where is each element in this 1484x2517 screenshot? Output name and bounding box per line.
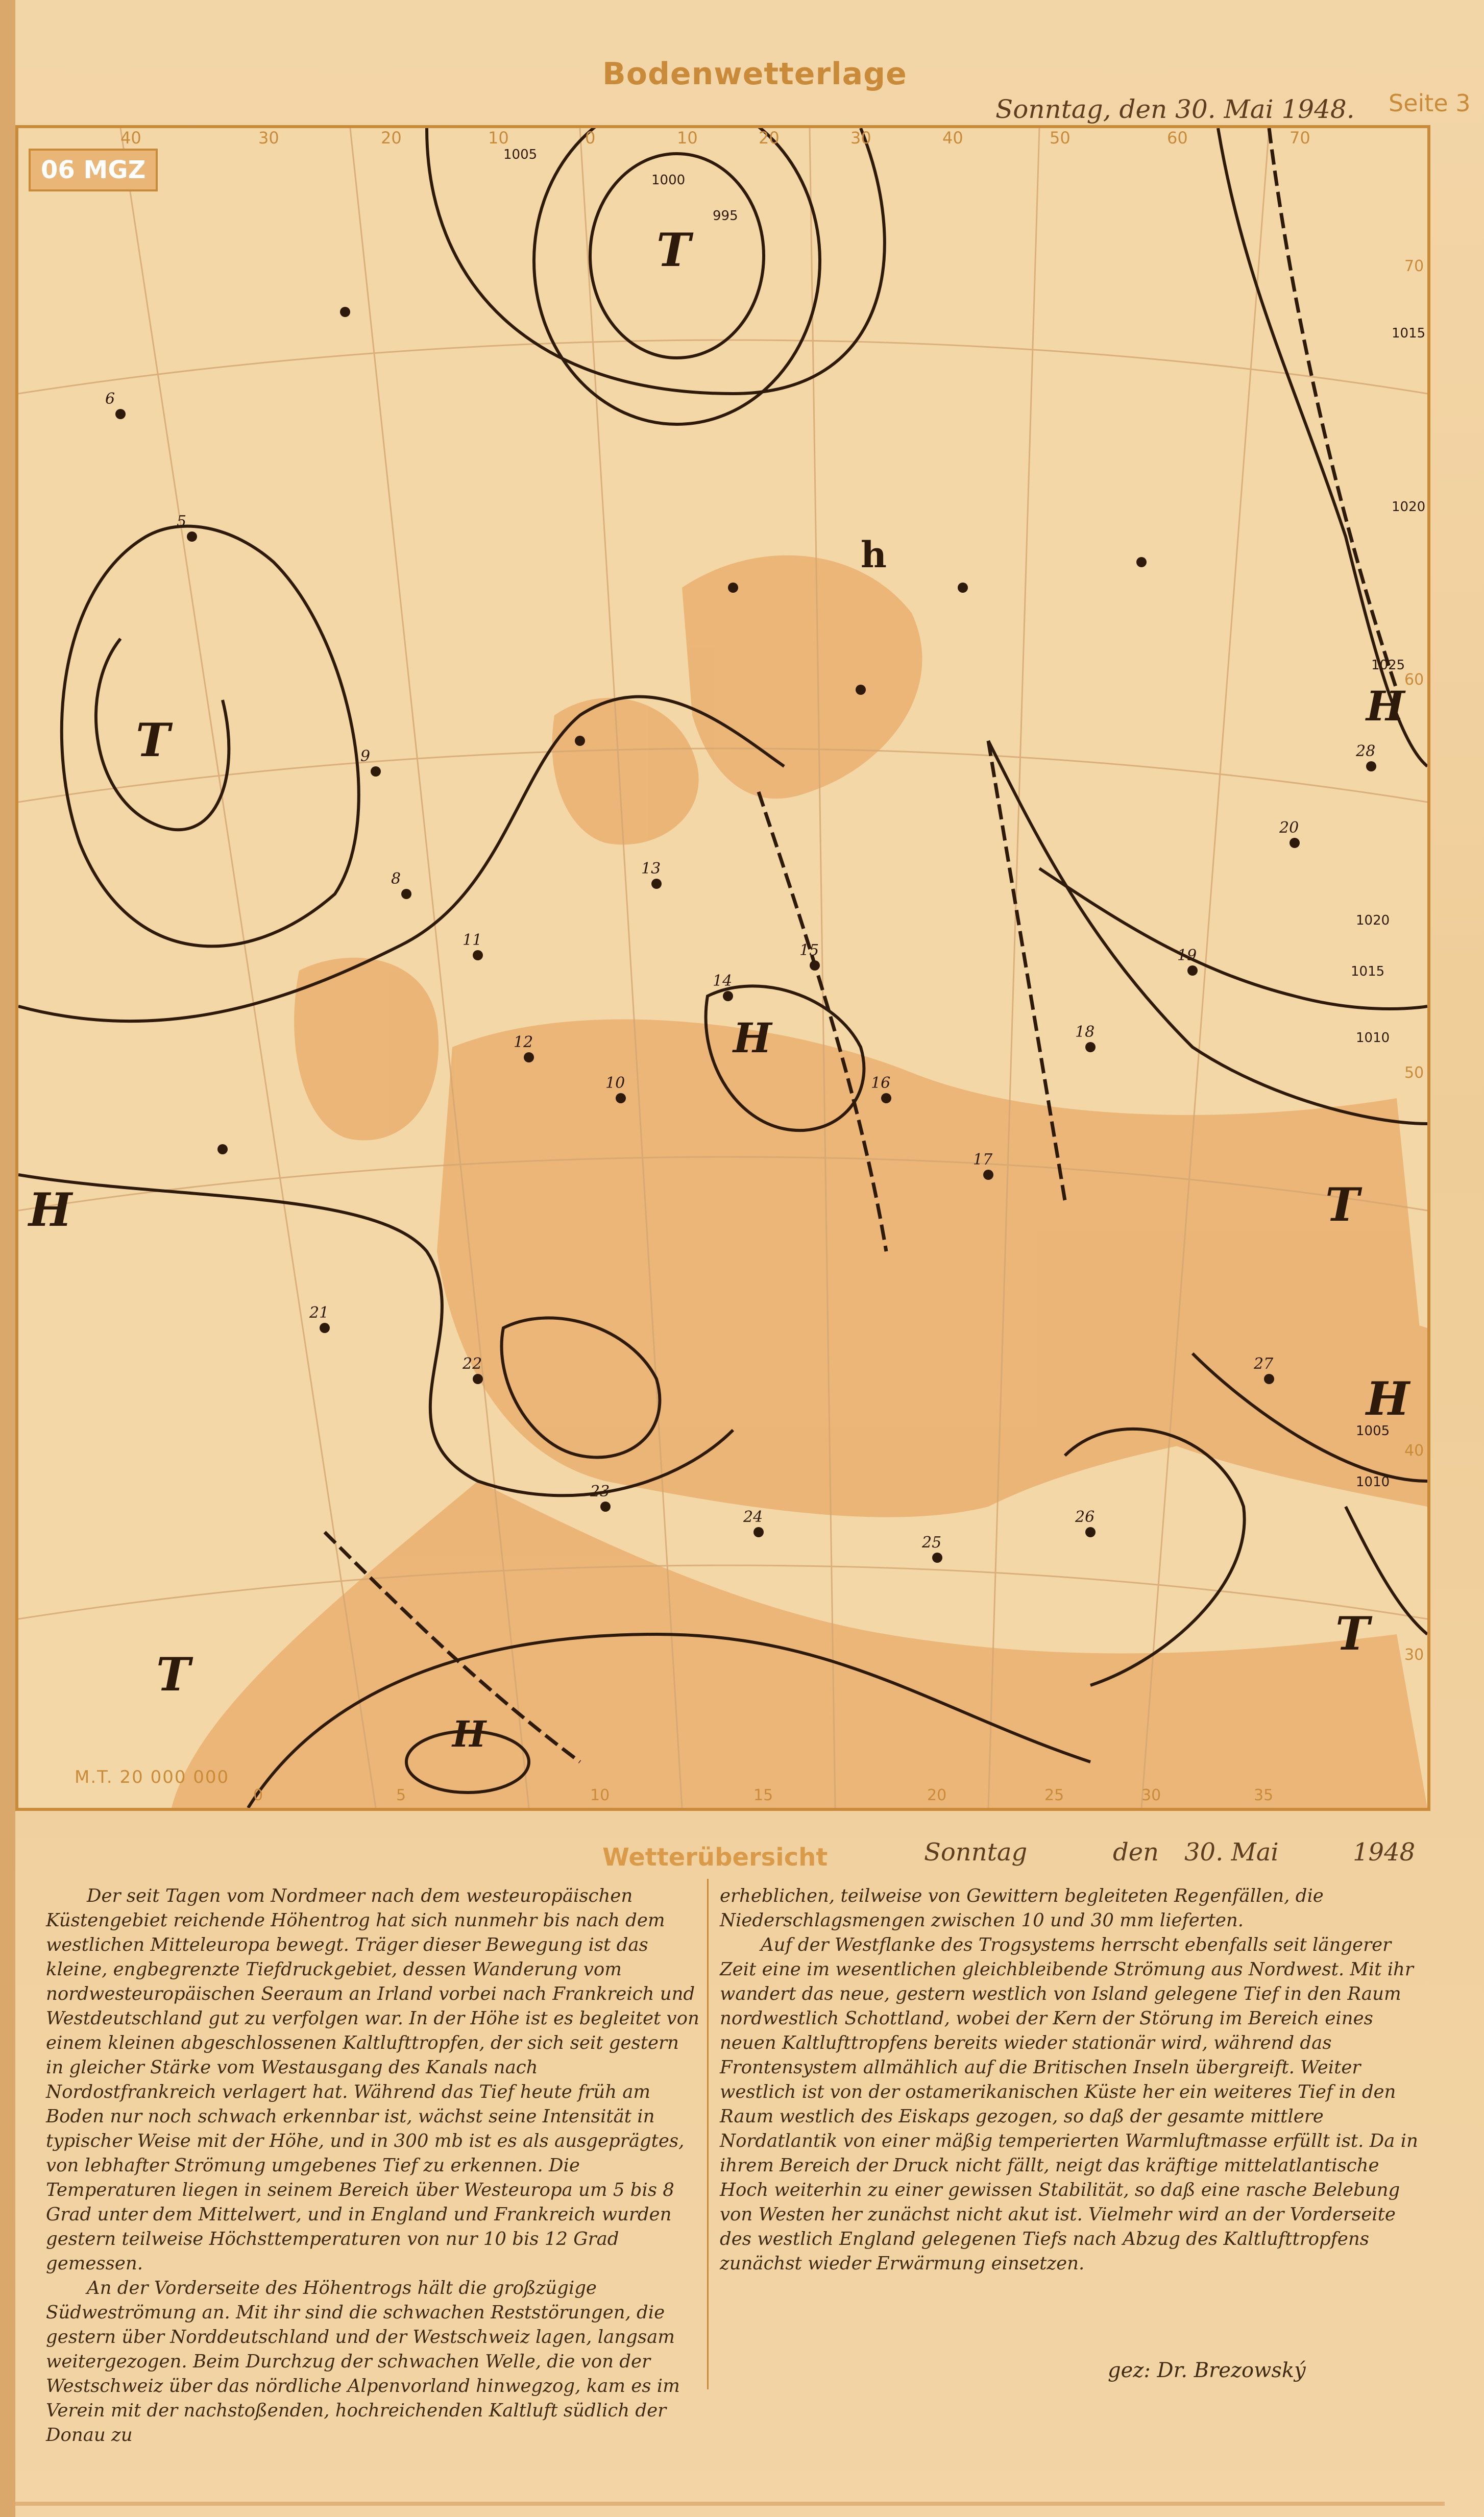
svg-text:21: 21 <box>309 1304 329 1322</box>
svg-text:23: 23 <box>590 1483 610 1500</box>
high-center-label: H <box>1366 1372 1410 1426</box>
svg-text:17: 17 <box>973 1151 993 1169</box>
summary-title: Wetterübersicht <box>602 1843 828 1872</box>
map-canvas <box>18 128 1427 1808</box>
longitude-labels <box>120 128 1310 148</box>
summary-den: den <box>1113 1838 1159 1867</box>
svg-text:1015: 1015 <box>1392 326 1426 341</box>
svg-text:40: 40 <box>942 128 963 148</box>
high-center-label: h <box>861 534 887 576</box>
page-number: Seite 3 <box>1389 89 1471 117</box>
svg-text:27: 27 <box>1254 1355 1274 1373</box>
svg-text:28: 28 <box>1356 742 1376 760</box>
svg-text:20: 20 <box>927 1786 947 1804</box>
isobars <box>18 128 1427 1808</box>
map-scale: M.T. 20 000 000 <box>75 1767 230 1787</box>
weather-map <box>15 125 1430 1811</box>
high-center-label: H <box>452 1713 486 1755</box>
low-center-label: T <box>656 223 691 277</box>
graticule <box>18 128 1427 1808</box>
svg-text:1005: 1005 <box>1356 1423 1390 1439</box>
svg-text:35: 35 <box>1254 1786 1274 1804</box>
svg-text:14: 14 <box>713 972 733 990</box>
svg-text:24: 24 <box>743 1508 763 1526</box>
svg-text:1005: 1005 <box>503 147 538 162</box>
svg-text:40: 40 <box>1404 1442 1424 1460</box>
header-date: Sonntag, den 30. Mai 1948. <box>995 94 1355 124</box>
time-label: 06 MGZ <box>29 149 158 191</box>
svg-text:10: 10 <box>590 1786 610 1804</box>
svg-text:12: 12 <box>514 1033 533 1051</box>
svg-text:15: 15 <box>753 1786 773 1804</box>
summary-year: 1948 <box>1353 1838 1416 1867</box>
high-center-label: H <box>1366 682 1405 730</box>
svg-text:9: 9 <box>360 747 371 765</box>
svg-text:10: 10 <box>488 128 509 148</box>
svg-text:6: 6 <box>105 390 115 408</box>
svg-text:50: 50 <box>1050 128 1071 148</box>
svg-text:10: 10 <box>677 128 698 148</box>
bottom-rule <box>15 2502 1445 2506</box>
high-center-label: H <box>733 1014 772 1062</box>
summary-paragraph: Auf der Westflanke des Trogsystems herrscht ebenfalls seit längerer Zeit eine im wesentlichen gleichbleibende Strömung aus Nordwest. Mit ihr wandert das neue, gestern westlich von Island gelegene Tief in den Raum nordwestlich Schottland, wobei der Kern der Störung im Bereich eines neuen Kaltlufttropfens bereits wieder stationär wird, während das Frontensystem allmählich auf die Britischen Inseln übergreift. Weiter westlich ist von der ostamerikanischen Küste her ein weiteres Tief in den Raum westlich des Eiskaps gezogen, so daß der gesamte mittlere Nordatlantik von einer mäßig temperierten Warmluftmasse erfüllt ist. Da in ihrem Bereich der Druck nicht fällt, neigt das kräftige mittelatlantische Hoch weiterhin zu einer gewissen Stabilität, so daß eine rasche Belebung von Westen her zunächst nicht akut ist. Vielmehr wird an der Vorderseite des westlich England gelegenen Tiefs nach Abzug des Kaltlufttropfens zunächst wieder Erwärmung einsetzen. <box>720 1934 1418 2274</box>
svg-text:995: 995 <box>713 208 738 224</box>
svg-text:30: 30 <box>850 128 871 148</box>
svg-text:5: 5 <box>396 1786 406 1804</box>
summary-date: 30. Mai <box>1184 1838 1279 1867</box>
svg-text:1010: 1010 <box>1356 1474 1390 1490</box>
svg-text:20: 20 <box>1279 819 1299 837</box>
summary-paragraph: erheblichen, teilweise von Gewittern begleiteten Regenfällen, die Niederschlagsmengen zwischen 10 und 30 mm lieferten. <box>720 1885 1324 1931</box>
svg-text:60: 60 <box>1167 128 1188 148</box>
svg-text:22: 22 <box>463 1355 482 1373</box>
svg-text:60: 60 <box>1404 671 1424 689</box>
svg-text:26: 26 <box>1075 1508 1095 1526</box>
svg-text:11: 11 <box>463 931 482 949</box>
svg-text:1015: 1015 <box>1351 964 1385 979</box>
svg-text:50: 50 <box>1404 1064 1424 1082</box>
svg-text:1000: 1000 <box>651 173 686 188</box>
svg-text:8: 8 <box>391 870 401 888</box>
low-center-label: T <box>1335 1607 1370 1661</box>
low-center-label: T <box>1325 1178 1359 1232</box>
svg-text:1010: 1010 <box>1356 1030 1390 1046</box>
svg-text:25: 25 <box>1044 1786 1064 1804</box>
svg-text:20: 20 <box>759 128 780 148</box>
svg-text:18: 18 <box>1075 1023 1095 1041</box>
svg-text:5: 5 <box>177 513 187 530</box>
summary-paragraph: An der Vorderseite des Höhentrogs hält die großzügige Südweströmung an. Mit ihr sind die schwachen Reststörungen, die gestern über Norddeutschland und der Westschweiz lagen, langsam weitergezogen. Beim Durchzug der schwachen Welle, die von der Westschweiz über das nördliche Alpenvorland hinwegzog, kam es im Verein mit der nachstoßenden, hochreichenden Kaltluft südlich der Donau zu <box>46 2278 680 2446</box>
column-divider <box>707 1879 709 2389</box>
summary-column-left <box>46 1884 699 2448</box>
svg-text:40: 40 <box>120 128 141 148</box>
summary-column-right <box>720 1884 1424 2276</box>
svg-text:70: 70 <box>1290 128 1310 148</box>
svg-text:30: 30 <box>258 128 279 148</box>
svg-text:16: 16 <box>871 1074 891 1092</box>
land-masses <box>172 555 1427 1808</box>
svg-text:30: 30 <box>1141 1786 1161 1804</box>
svg-text:0: 0 <box>253 1786 263 1804</box>
high-center-label: H <box>29 1183 72 1237</box>
svg-text:10: 10 <box>605 1074 625 1092</box>
svg-text:13: 13 <box>641 860 661 878</box>
svg-text:0: 0 <box>585 128 596 148</box>
svg-text:1020: 1020 <box>1392 499 1426 515</box>
svg-text:20: 20 <box>381 128 402 148</box>
page-title: Bodenwetterlage <box>602 56 907 92</box>
summary-day: Sonntag <box>924 1838 1028 1867</box>
svg-text:30: 30 <box>1404 1646 1424 1664</box>
svg-text:25: 25 <box>922 1534 942 1552</box>
latitude-labels <box>1404 257 1424 1664</box>
binding-strip <box>0 0 15 2517</box>
svg-text:1025: 1025 <box>1371 658 1405 673</box>
summary-paragraph: Der seit Tagen vom Nordmeer nach dem westeuropäischen Küstengebiet reichende Höhentrog hat sich nunmehr bis nach dem westlichen Mitteleuropa bewegt. Träger dieser Bewegung ist das kleine, engbegrenzte Tiefdruckgebiet, dessen Wanderung vom nordwesteuropäischen Seeraum an Irland vorbei nach Frankreich und Westdeutschland gut zu verfolgen war. In der Höhe ist es begleitet von einem kleinen abgeschlossenen Kaltlufttropfen, der sich seit gestern in gleicher Stärke vom Westausgang des Kanals nach Nordostfrankreich verlagert hat. Während das Tief heute früh am Boden nur noch schwach erkennbar ist, wächst seine Intensität in typischer Weise mit der Höhe, und in 300 mb ist es als ausgeprägtes, von lebhafter Strömung umgebenes Tief zu erkennen. Die Temperaturen liegen in seinem Bereich über Westeuropa um 5 bis 8 Grad unter dem Mittelwert, und in England und Frankreich wurden gestern teilweise Höchsttemperaturen von nur 10 bis 12 Grad gemessen. <box>46 1885 699 2274</box>
svg-text:1020: 1020 <box>1356 913 1390 928</box>
svg-text:15: 15 <box>799 941 819 959</box>
svg-text:19: 19 <box>1177 947 1197 964</box>
low-center-label: T <box>136 713 170 767</box>
low-center-label: T <box>156 1648 190 1702</box>
signature: gez: Dr. Brezowský <box>1108 2359 1306 2382</box>
svg-text:70: 70 <box>1404 257 1424 275</box>
